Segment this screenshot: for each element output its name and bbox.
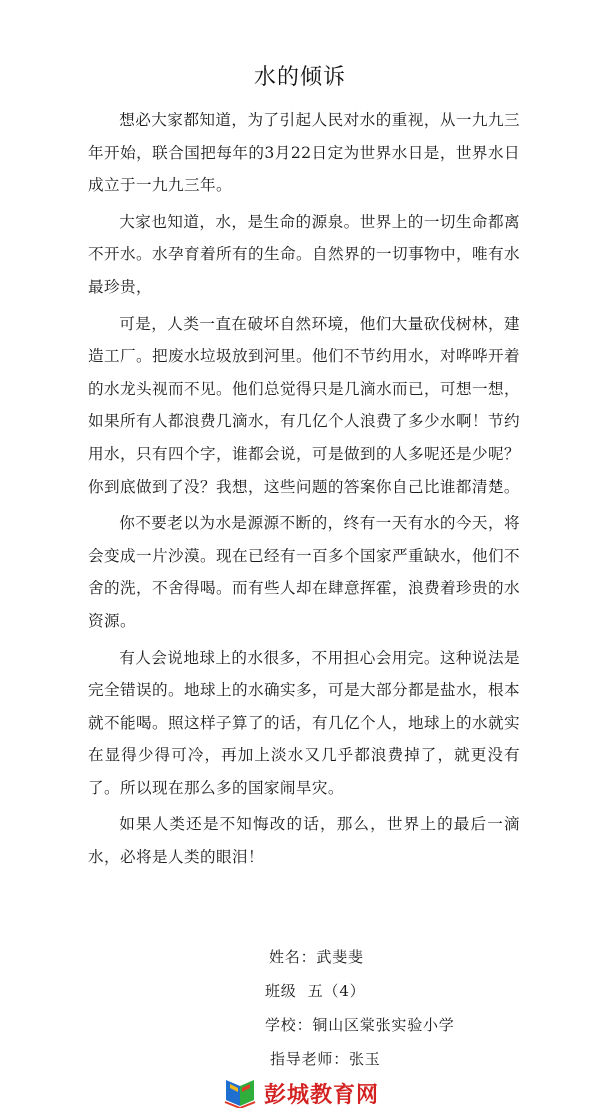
paragraph-6: 如果人类还是不知悔改的话，那么，世界上的最后一滴水，必将是人类的眼泪！ xyxy=(88,815,520,867)
paragraph-2: 大家也知道，水，是生命的源泉。世界上的一切生命都离不开水。水孕育着所有的生命。自然界的一切事物中，唯有水最珍贵， xyxy=(88,212,520,296)
paragraph-4: 你不要老以为水是源源不断的，终有一天有水的今天，将会变成一片沙漠。现在已经有一百多个国家严重缺水，他们不舍的洗，不舍得喝。而有些人却在肆意挥霍，浪费着珍贵的水资源。 xyxy=(88,514,520,630)
author-school: 学校：铜山区棠张实验小学 xyxy=(265,1016,455,1034)
author-signature xyxy=(265,940,455,1076)
site-logo-text: 彭城教育网 xyxy=(264,1082,380,1108)
document-title: 水的倾诉 xyxy=(253,65,346,90)
paragraph-5: 有人会说地球上的水很多，不用担心会用完。这种说法是完全错误的。地球上的水确实多，可是大部分都是盐水，根本就不能喝。照这样子算了的话，有几亿个人，地球上的水就实在显得少得可冷，再加上淡水又几乎都浪费掉了，就更没有了。所以现在那么多的国家闹旱灾。 xyxy=(88,648,520,797)
author-class: 班级 五（4） xyxy=(265,982,366,1000)
document-body xyxy=(88,104,520,878)
author-name: 姓名：武斐斐 xyxy=(269,948,364,966)
paragraph-3: 可是，人类一直在破坏自然环境，他们大量砍伐树林，建造工厂。把废水垃圾放到河里。他们不节约用水，对哗哗开着的水龙头视而不见。他们总觉得只是几滴水而已，可想一想，如果所有人都浪费几滴水，有几亿个人浪费了多少水啊！节约用水，只有四个字，谁都会说，可是做到的人多呢还是少呢？你到底做到了没？我想，这些问题的答案你自己比谁都清楚。 xyxy=(88,314,520,496)
open-book-icon xyxy=(222,1078,258,1108)
paragraph-1: 想必大家都知道，为了引起人民对水的重视，从一九九三年开始，联合国把每年的3月22日定为世界水日是，世界水日成立于一九九三年。 xyxy=(88,111,520,195)
site-logo xyxy=(222,1076,379,1110)
author-teacher: 指导老师：张玉 xyxy=(270,1050,381,1068)
